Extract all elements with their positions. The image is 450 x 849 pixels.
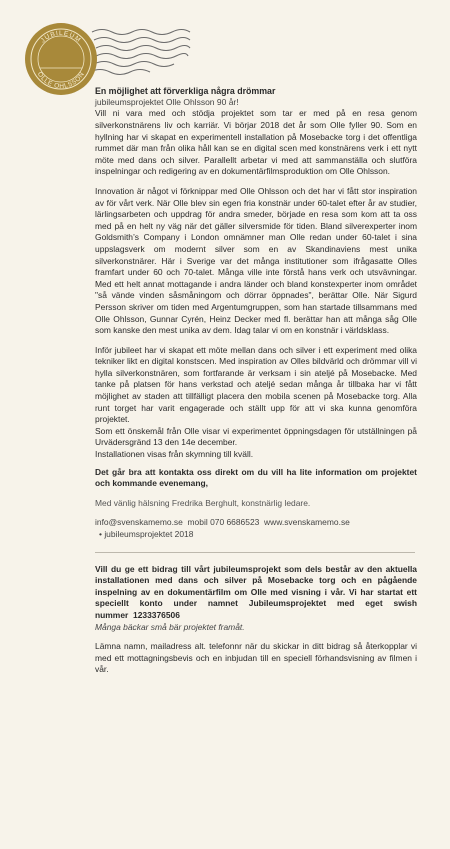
page-subtitle: jubileumsprojektet Olle Ohlsson 90 år!: [95, 97, 239, 108]
project-line: jubileumsprojektet 2018: [104, 529, 194, 539]
donation-paragraph: [95, 564, 417, 622]
section-divider: [95, 552, 415, 553]
phone-number[interactable]: 070 6686523: [210, 517, 260, 528]
motto: Många bäckar små bär projektet framåt.: [95, 621, 245, 632]
page-title: En möjlighet att förverkliga några drömmar: [95, 86, 276, 96]
project-bullet: [95, 529, 417, 541]
paragraph-showing: Installationen visas från skymning till kväll.: [95, 449, 254, 460]
website-link[interactable]: www.svenskamemo.se: [264, 517, 350, 528]
stamp-text-top: JUBILEUM: [39, 29, 83, 45]
letter-body: [95, 86, 417, 676]
phone-label: mobil: [187, 517, 208, 528]
greeting: Med vänlig hälsning Fredrika Berghult, konstnärlig ledare.: [95, 497, 311, 508]
paragraph-innovation: Innovation är något vi förknippar med Olle Ohlsson och det har vi fått stor inspiration av för vårt verk. När Olle blev sin egen fria konstnär under 60-talet efter år av studier, lärlingsarbeten och uppdrag för andra smeder, började en resa som kom att ta oss med på en helt ny väg när det gäller silversmide för tiden. Bland silverexperter inom Goldsmith’s Company i London omnämner man Olle redan under 60-talet i sina uppslagsverk om modernt silver som en av Skandinaviens mest unika silverkonstnärer. Här i Sverige var det många institutioner som ifrågasatte Olles framfart under 60 och 70-talet. Många ville inte förstå hans verk och utsvävningar. Med ett helt annat mottagande i andra länder och bland konstexperter inom området "så vände vinden såsmåningom och dörrar öppnades", berättar Olle. När Sigurd Persson skriver om tiden med Argentumgruppen, som han startade tillsammans med Olle Ohlsson, Gunnar Cyrén, Heinz Decker med fl. berättar han att många såg Olle som kanske den mest unika av dem. Idag talar vi om en konstnär i världsklass.: [95, 185, 417, 336]
email-link[interactable]: info@svenskamemo.se: [95, 517, 183, 528]
contact-heading: Det går bra att kontakta oss direkt om du vill ha lite information om projektet och kommande evenemang,: [95, 466, 417, 489]
swish-number: 1233376506: [133, 609, 180, 620]
paragraph-opening: Som ett önskemål från Olle visar vi experimentet öppningsdagen för utställningen på Urvädersgränd 13 den 14e december.: [95, 425, 417, 448]
stamp-text-bottom: OLLE OHLSSON: [35, 70, 87, 91]
contact-line: [95, 517, 417, 529]
paragraph-intro: Vill ni vara med och stödja projektet som tar er med på en resa genom silverkonstnärens liv och karriär. Vi börjar 2018 det år som Olle fyller 90. Som en hyllning har vi skapat en experimentell installation på Mosebacke torg i det offentliga rummet där man från olika håll kan se en digital scen med konstnärens verk i ett nytt möte med dans och silver. Parallellt arbetar vi med att sammanställa och slutföra inspelningar och redigering av en dokumentärfilmsproduktion om Olle Ohlsson.: [95, 108, 417, 177]
closing-paragraph: Lämna namn, mailadress alt. telefonnr när du skickar in ditt bidrag så återkopplar vi med ett mottagningsbevis och en inbjudan till en speciell förhandsvisning av filmen i vår.: [95, 641, 417, 675]
bullet-icon: •: [99, 529, 105, 539]
paragraph-jubilee: Inför jubileet har vi skapat ett möte mellan dans och silver i ett experiment med olika tekniker likt en digital konstscen. Med inspiration av Olles bildvärld och drömmar vill vi hylla silverkonstnären, som fortfarande är verksam i sin ateljé på Mosebacke. Med tanke på platsen för hans verkstad och ateljé sedan många år tillbaka har vi fått möjlighet av staden att tillfälligt placera den mobila scenen på Mosebacke torg. Alla runt torget har varit engagerade och ställt upp för att vi ska kunna genomföra projektet.: [95, 344, 417, 425]
donation-text: Vill du ge ett bidrag till vårt jubileumsprojekt som dels består av den aktuella installationen med dans och silver på Mosebacke torg och en pågående inspelning av en dokumentärfilm om Olle med visning i vår. Vi har startat ett speciellt konto under namnet Jubileumsprojektet med eget swish nummer: [95, 563, 417, 620]
